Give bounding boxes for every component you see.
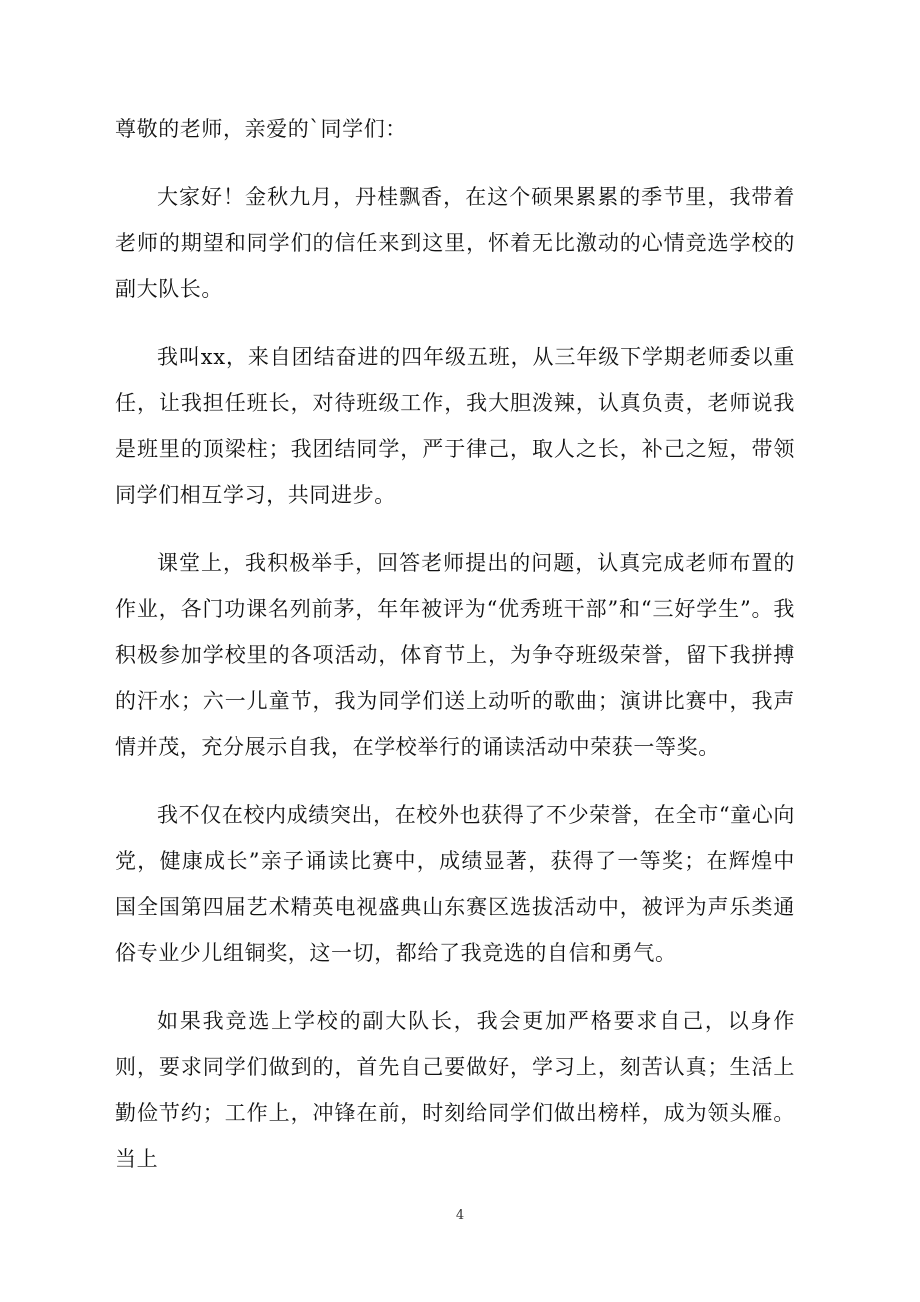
paragraph-external-honors: 我不仅在校内成绩突出，在校外也获得了不少荣誉，在全市“童心向党，健康成长”亲子诵读比赛中，成绩显著，获得了一等奖；在辉煌中国全国第四届艺术精英电视盛典山东赛区选拔活动中，被评为声乐类通俗专业少儿组铜奖，这一切，都给了我竞选的自信和勇气。 [115, 803, 795, 965]
greeting-line: 尊敬的老师，亲爱的`同学们： [115, 117, 407, 141]
paragraph-intro: 大家好！金秋九月，丹桂飘香，在这个硕果累累的季节里，我带着老师的期望和同学们的信任来到这里，怀着无比激动的心情竞选学校的副大队长。 [115, 185, 795, 301]
paragraph-class-activities: 课堂上，我积极举手，回答老师提出的问题，认真完成老师布置的作业，各门功课名列前茅，年年被评为“优秀班干部”和“三好学生”。我积极参加学校里的各项活动，体育节上，为争夺班级荣誉，留下我拼搏的汗水；六一儿童节，我为同学们送上动听的歌曲；演讲比赛中，我声情并茂，充分展示自我，在学校举行的诵读活动中荣获一等奖。 [115, 551, 795, 759]
paragraph-self-introduction: 我叫xx，来自团结奋进的四年级五班，从三年级下学期老师委以重任，让我担任班长，对待班级工作，我大胆泼辣，认真负责，老师说我是班里的顶梁柱；我团结同学，严于律己，取人之长，补己之短，带领同学们相互学习，共同进步。 [115, 345, 795, 507]
document-body [115, 106, 795, 1204]
paragraph-commitment: 如果我竞选上学校的副大队长，我会更加严格要求自己，以身作则，要求同学们做到的，首先自己要做好，学习上，刻苦认真；生活上勤俭节约；工作上，冲锋在前，时刻给同学们做出榜样，成为领头雁。当上 [115, 1009, 795, 1171]
page-number: 4 [455, 1208, 465, 1223]
